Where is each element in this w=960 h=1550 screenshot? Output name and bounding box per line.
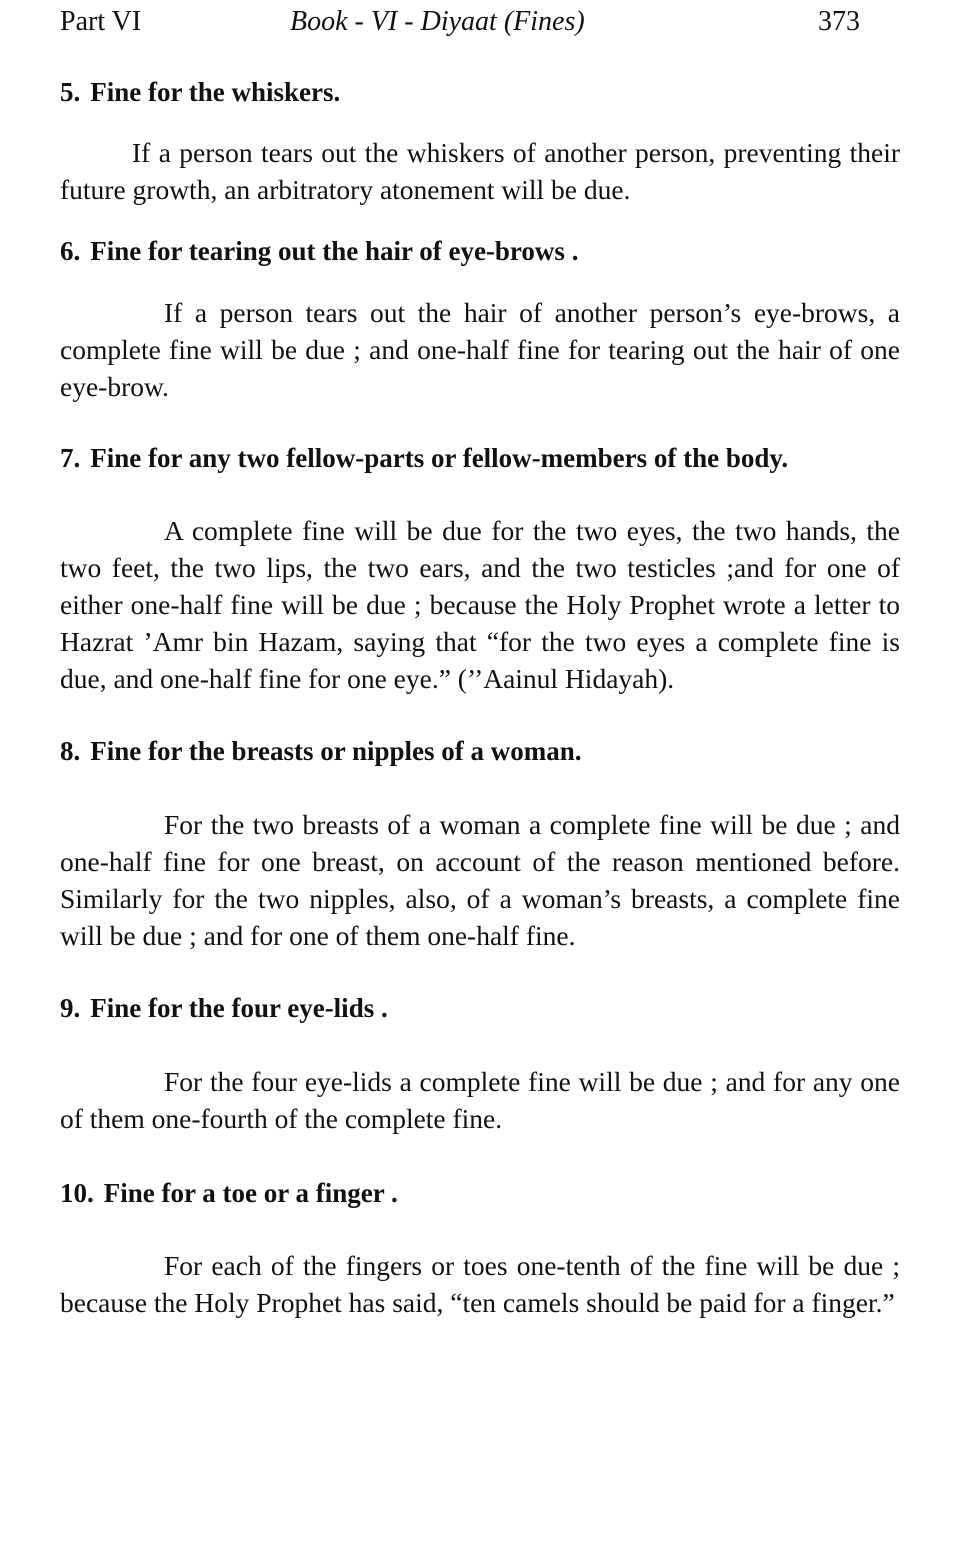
section-number: 10. bbox=[60, 1178, 94, 1208]
section-heading bbox=[60, 990, 900, 1027]
section-5 bbox=[60, 74, 900, 208]
section-body: For the four eye-lids a complete fine will be due ; and for any one of them one-fourth of the complete fine. bbox=[60, 1066, 900, 1134]
section-body: A complete fine will be due for the two eyes, the two hands, the two feet, the two lips, the two ears, and the two testicles ;and for one of either one-half fine will be due ; because the Holy Prophet wrote a letter to Hazrat ’Amr bin Hazam, saying that “for the two eyes a complete fine is due, and one-half fine for one eye.” (’’Aainul Hidayah). bbox=[60, 515, 900, 694]
section-body: For each of the fingers or toes one-tenth of the fine will be due ; because the Holy Prophet has said, “ten camels should be paid for a finger.” bbox=[60, 1250, 900, 1318]
section-heading bbox=[60, 733, 900, 770]
section-number: 6. bbox=[60, 236, 81, 266]
section-body: For the two breasts of a woman a complete fine will be due ; and one-half fine for one breast, on account of the reason mentioned before. Similarly for the two nipples, also, of a woman’s breasts, a complete fine will be due ; and for one of them one-half fine. bbox=[60, 809, 900, 951]
section-8 bbox=[60, 733, 900, 954]
section-body: If a person tears out the hair of another person’s eye-brows, a complete fine will be due ; and one-half fine for tearing out the hair of one eye-brow. bbox=[60, 297, 900, 402]
section-heading bbox=[60, 74, 900, 111]
section-10 bbox=[60, 1175, 900, 1321]
running-head bbox=[60, 0, 900, 46]
section-title: Fine for tearing out the hair of eye-brows . bbox=[90, 236, 579, 266]
part-label: Part VI bbox=[60, 6, 142, 37]
section-6 bbox=[60, 233, 900, 405]
section-title: Fine for the four eye-lids . bbox=[90, 993, 388, 1023]
section-heading bbox=[60, 1175, 900, 1212]
book-title: Book - VI - Diyaat (Fines) bbox=[290, 6, 585, 37]
section-title: Fine for any two fellow-parts or fellow-members of the body. bbox=[90, 443, 789, 473]
section-9 bbox=[60, 990, 900, 1137]
section-number: 7. bbox=[60, 443, 81, 473]
section-title: Fine for a toe or a finger . bbox=[103, 1178, 398, 1208]
section-body: If a person tears out the whiskers of another person, preventing their future growth, an arbitratory atonement will be due. bbox=[60, 137, 900, 205]
section-title: Fine for the breasts or nipples of a woman. bbox=[90, 736, 582, 766]
section-heading bbox=[60, 233, 900, 270]
section-number: 9. bbox=[60, 993, 81, 1023]
book-page bbox=[60, 0, 900, 1550]
section-number: 5. bbox=[60, 77, 81, 107]
page-number: 373 bbox=[818, 6, 860, 37]
section-7 bbox=[60, 440, 900, 697]
section-number: 8. bbox=[60, 736, 81, 766]
section-heading bbox=[60, 440, 900, 477]
section-title: Fine for the whiskers. bbox=[90, 77, 341, 107]
